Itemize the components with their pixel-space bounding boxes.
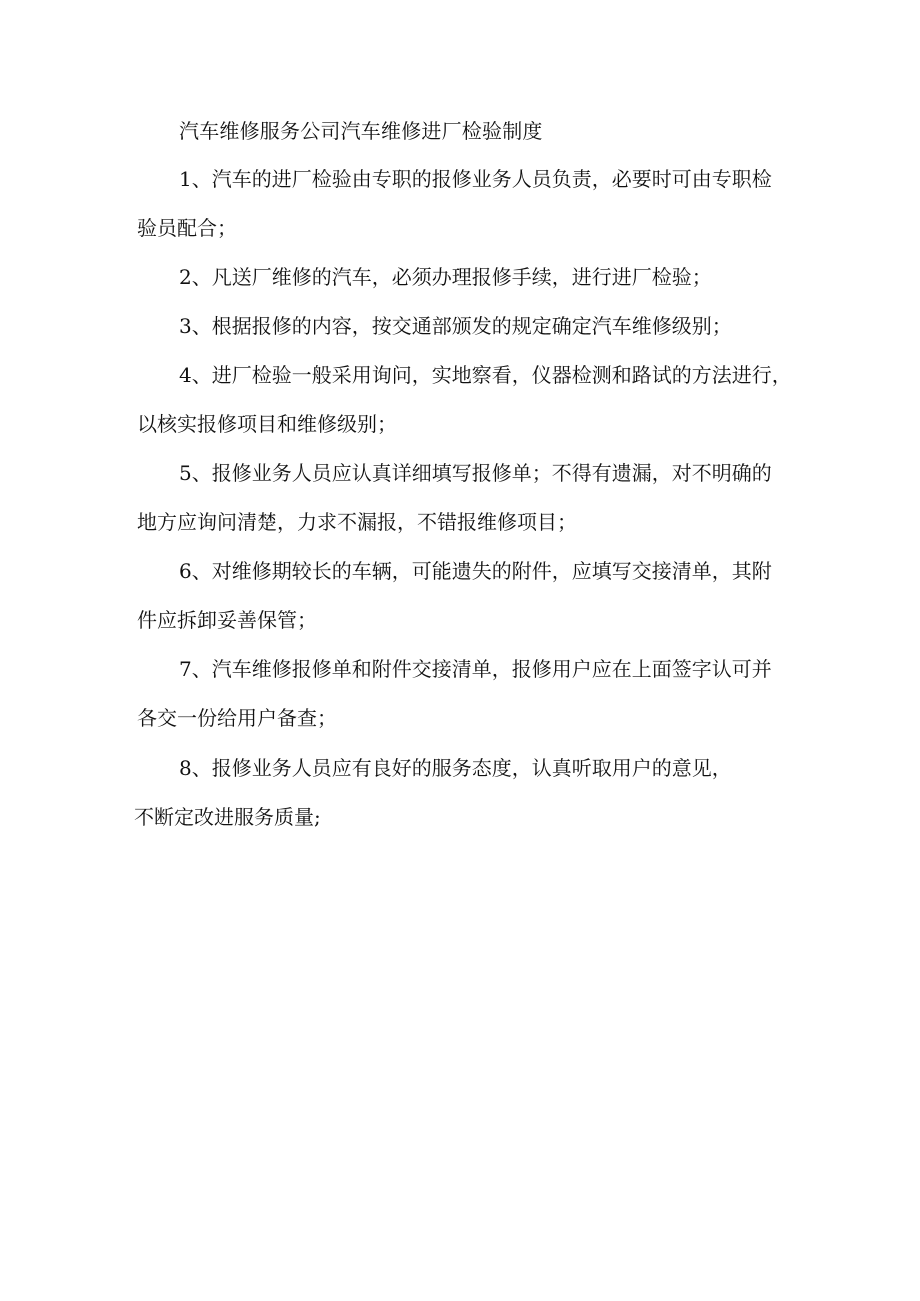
rule-item-2 [137,260,787,294]
rule-item-3-line-1: 3、根据报修的内容，按交通部颁发的规定确定汽车维修级别； [179,314,732,338]
rule-item-6-line-2: 件应拆卸妥善保管； [137,608,317,632]
rule-item-6 [137,554,787,637]
rule-item-8-line-1: 8、报修业务人员应有良好的服务态度，认真听取用户的意见， [179,756,732,780]
rule-item-4-line-1: 4、进厂检验一般采用询问，实地察看，仪器检测和路试的方法进行， [179,363,792,387]
rule-item-5-line-2: 地方应询问清楚，力求不漏报，不错报维修项目； [137,510,577,534]
rule-item-2-line-1: 2、凡送厂维修的汽车，必须办理报修手续，进行进厂检验； [179,265,712,289]
document-title: 汽车维修服务公司汽车维修进厂检验制度 [179,119,543,143]
rule-item-7 [137,652,787,735]
rule-item-5-line-1: 5、报修业务人员应认真详细填写报修单；不得有遗漏，对不明确的 [179,461,772,485]
rule-item-6-line-1: 6、对维修期较长的车辆，可能遗失的附件，应填写交接清单，其附 [179,559,772,583]
rule-item-8 [134,751,787,834]
rule-item-7-line-2: 各交一份给用户备查； [137,706,337,730]
rule-item-4 [137,358,792,441]
rule-item-1-line-1: 1、汽车的进厂检验由专职的报修业务人员负责，必要时可由专职检 [179,167,772,191]
rule-item-7-line-1: 7、汽车维修报修单和附件交接清单，报修用户应在上面签字认可并 [179,657,772,681]
rule-item-4-line-2: 以核实报修项目和维修级别； [137,412,397,436]
rule-item-1 [137,162,787,245]
rule-item-8-line-2: 不断定改进服务质量; [134,805,321,829]
rule-item-5 [137,456,787,539]
rule-item-3 [137,309,787,343]
rule-item-1-line-2: 验员配合； [137,216,237,240]
